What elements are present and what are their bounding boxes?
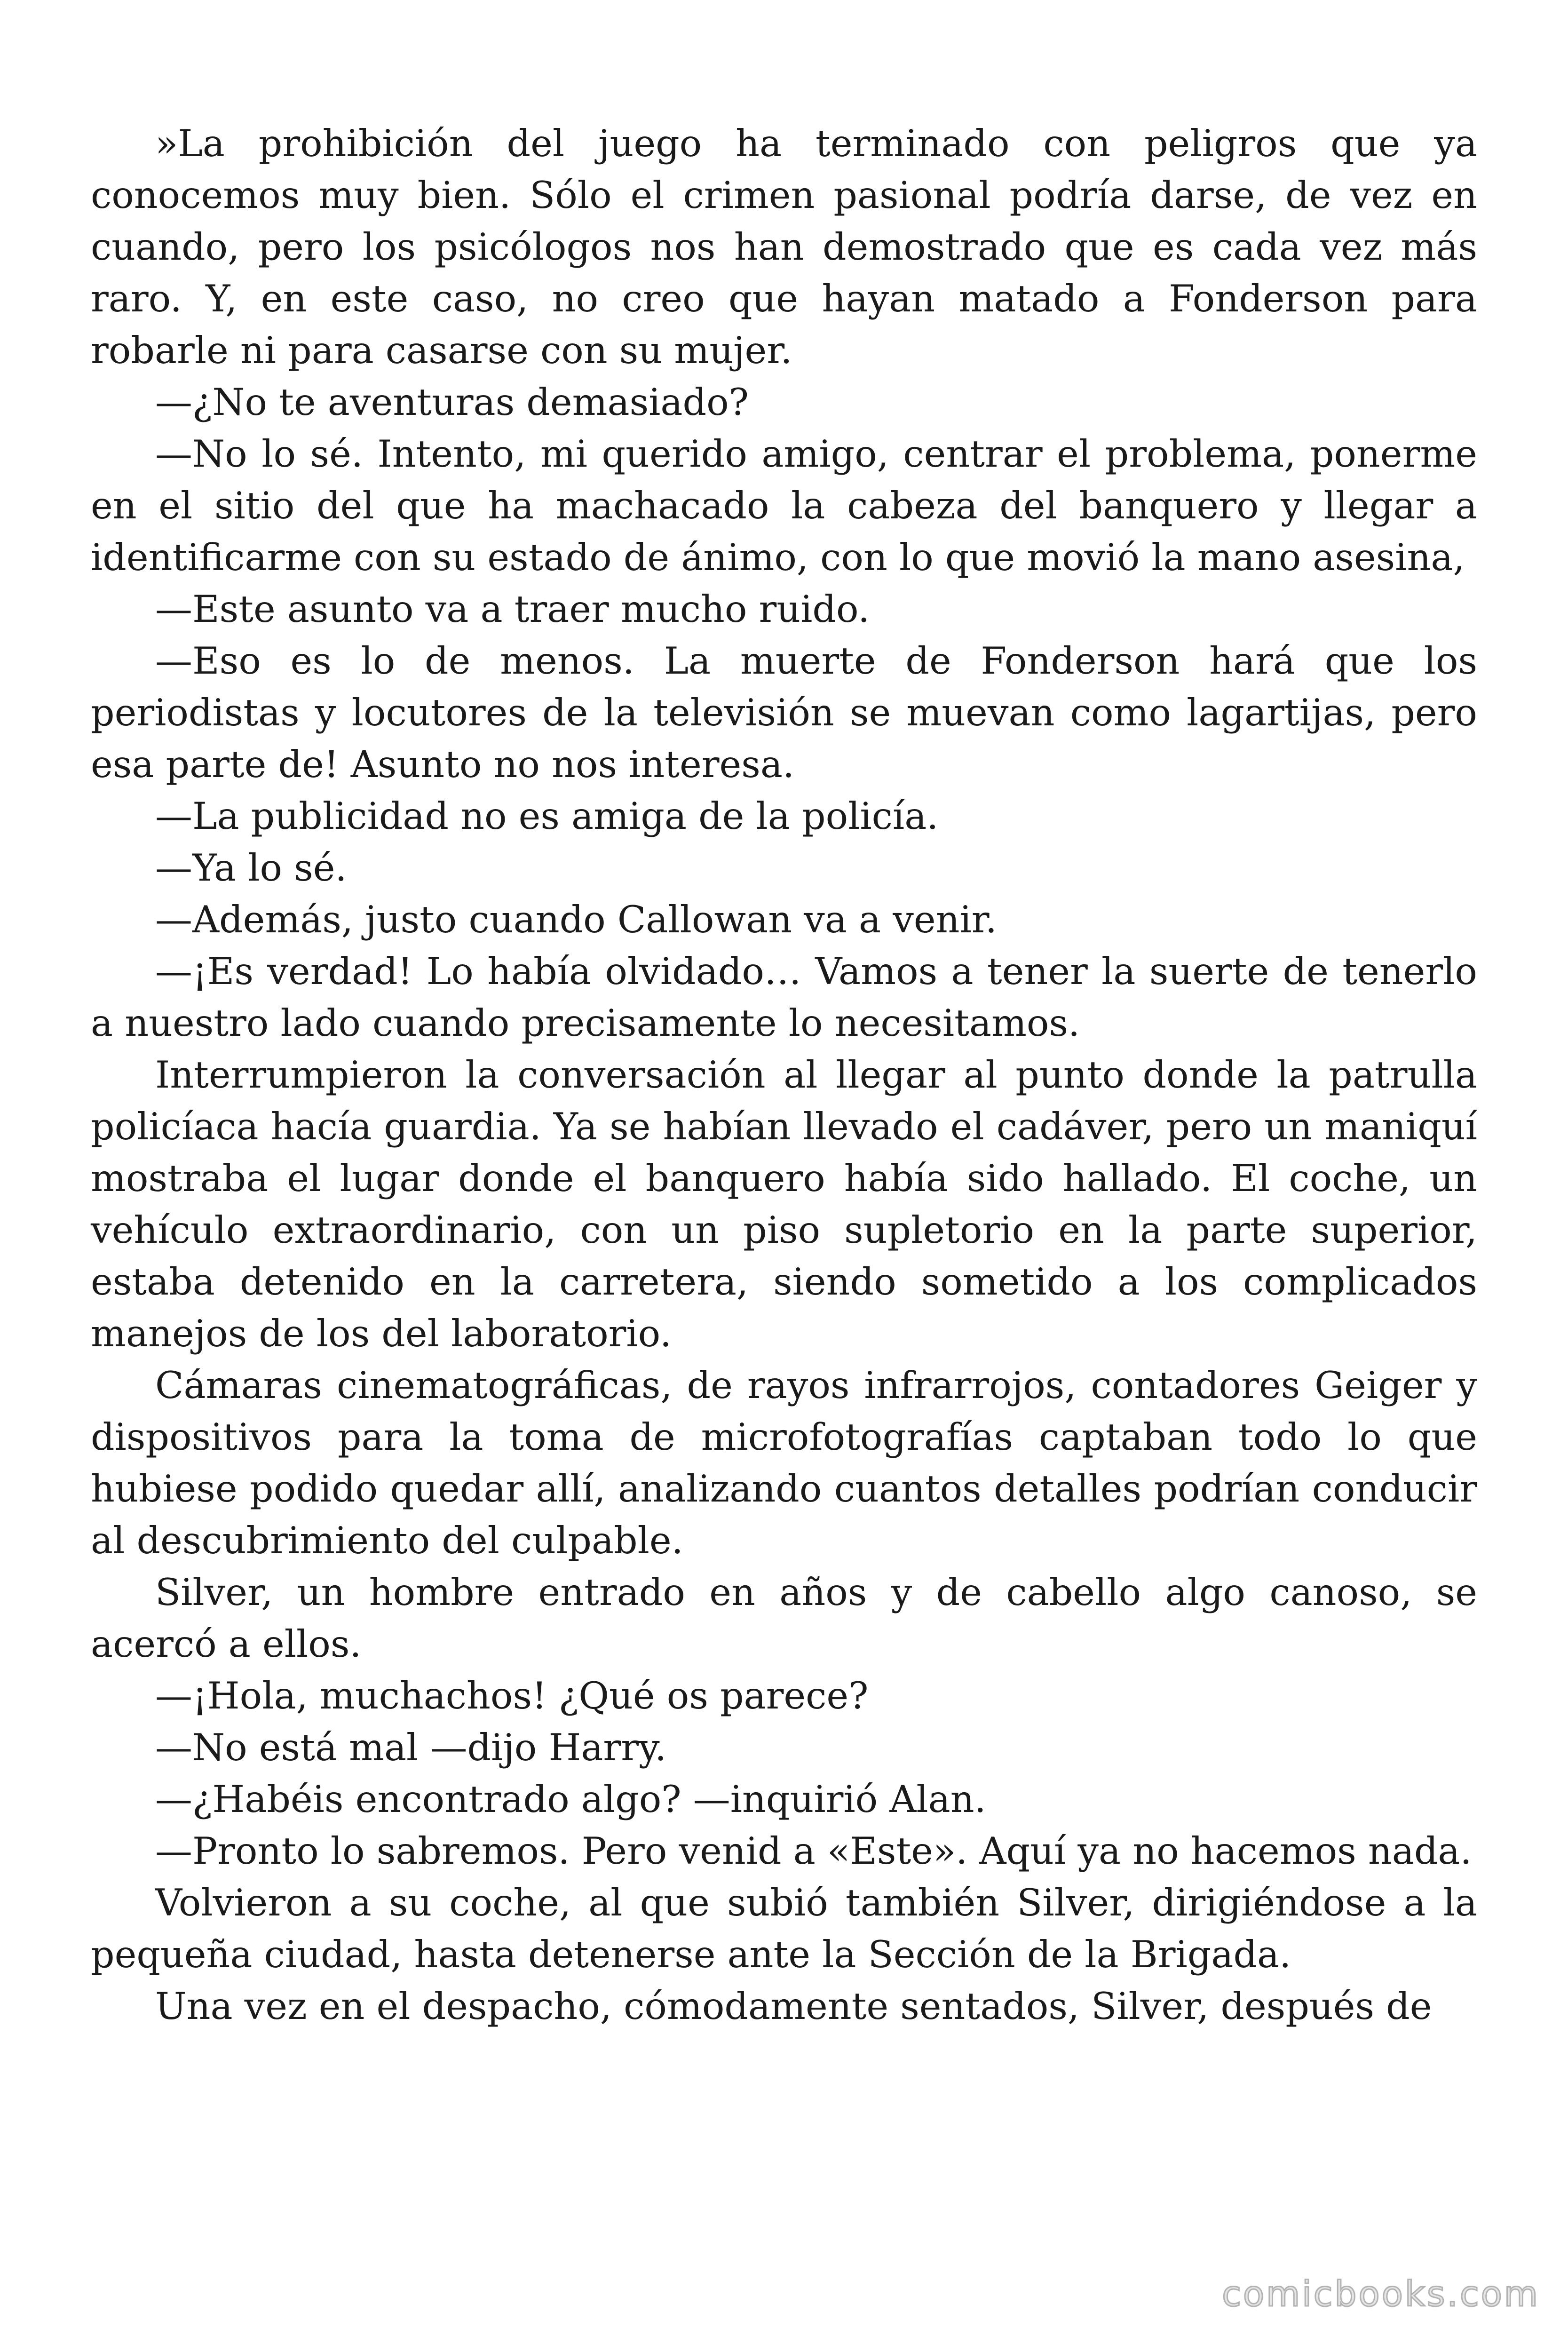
paragraph-10: Interrumpieron la conversación al llegar al punto donde la patrulla policíaca hacía guardia. Ya se habían llevado el cadáver, pero un maniquí mostraba el lugar donde el banquero había sido hallado. El coche, un vehículo extraordinario, con un piso supletorio en la parte superior, estaba detenido en la carretera, siendo sometido a los complicados manejos de los del laboratorio. <box>91 1053 1477 1355</box>
paragraph-7: —Ya lo sé. <box>155 846 347 890</box>
page-body <box>91 118 1477 2032</box>
watermark: comicbooks.com <box>1222 2274 1540 2314</box>
paragraph-2: —¿No te aventuras demasiado? <box>155 381 749 424</box>
paragraph-11: Cámaras cinematográficas, de rayos infrarrojos, contadores Geiger y dispositivos para la toma de microfotografías captaban todo lo que hubiese podido quedar allí, analizando cuantos detalles podrían conducir al descubrimiento del culpable. <box>91 1364 1477 1562</box>
paragraph-9: —¡Es verdad! Lo había olvidado… Vamos a tener la suerte de tenerlo a nuestro lado cuando precisamente lo necesitamos. <box>91 950 1477 1045</box>
paragraph-8: —Además, justo cuando Callowan va a venir. <box>155 898 997 941</box>
paragraph-5: —Eso es lo de menos. La muerte de Fonderson hará que los periodistas y locutores de la televisión se muevan como lagartijas, pero esa parte de! Asunto no nos interesa. <box>91 639 1477 786</box>
paragraph-4: —Este asunto va a traer mucho ruido. <box>155 588 870 631</box>
paragraph-16: —Pronto lo sabremos. Pero venid a «Este». Aquí ya no hacemos nada. <box>155 1829 1472 1873</box>
paragraph-12: Silver, un hombre entrado en años y de cabello algo canoso, se acercó a ellos. <box>91 1571 1477 1666</box>
paragraph-13: —¡Hola, muchachos! ¿Qué os parece? <box>155 1674 869 1717</box>
paragraph-17: Volvieron a su coche, al que subió también Silver, dirigiéndose a la pequeña ciudad, hasta detenerse ante la Sección de la Brigada. <box>91 1881 1477 1976</box>
paragraph-1: »La prohibición del juego ha terminado con peligros que ya conocemos muy bien. Sólo el crimen pasional podría darse, de vez en cuando, pero los psicólogos nos han demostrado que es cada vez más raro. Y, en este caso, no creo que hayan matado a Fonderson para robarle ni para casarse con su mujer. <box>91 122 1477 372</box>
paragraph-14: —No está mal —dijo Harry. <box>155 1726 667 1769</box>
paragraph-3: —No lo sé. Intento, mi querido amigo, centrar el problema, ponerme en el sitio del que ha machacado la cabeza del banquero y llegar a identificarme con su estado de ánimo, con lo que movió la mano asesina, <box>91 432 1477 579</box>
paragraph-6: —La publicidad no es amiga de la policía. <box>155 795 939 838</box>
paragraph-15: —¿Habéis encontrado algo? —inquirió Alan. <box>155 1778 986 1821</box>
paragraph-18: Una vez en el despacho, cómodamente sentados, Silver, después de <box>155 1985 1432 2028</box>
